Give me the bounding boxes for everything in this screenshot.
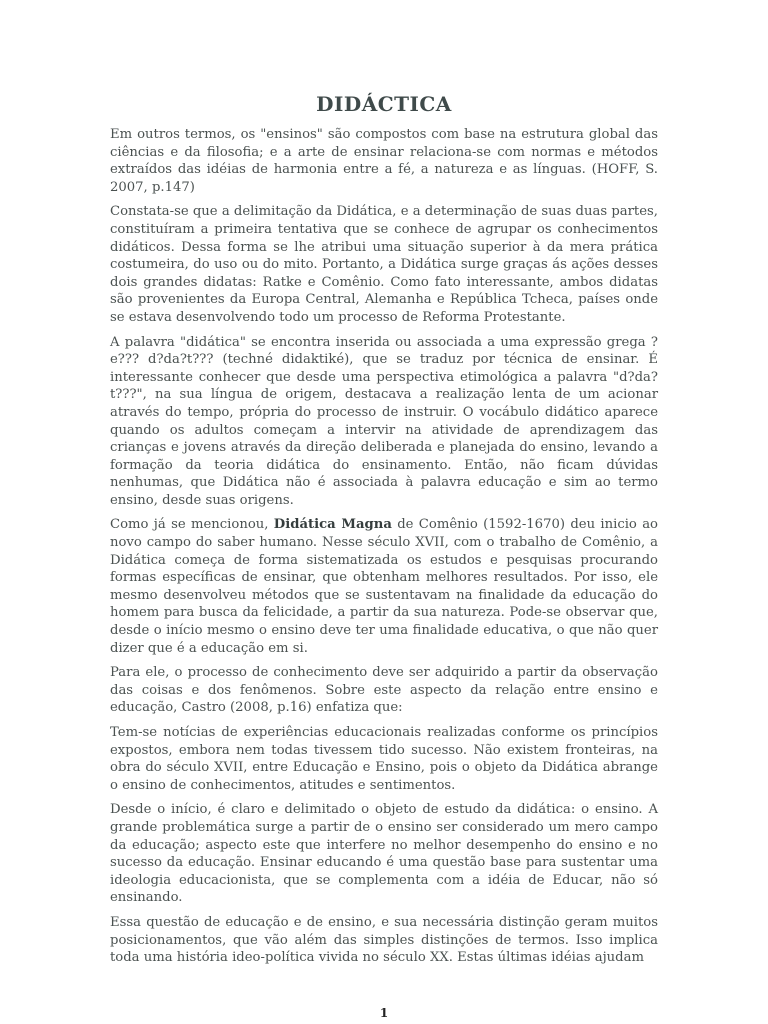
paragraph-4-start: Como já se mencionou, — [110, 517, 274, 533]
paragraph-3: A palavra "didática" se encontra inserida ou associada a uma expressão grega ?e??? d?da?t??? (techné didaktiké), que se traduz por técnica de ensinar. É interessante conhecer que desde uma perspectiva etimológica a palavra "d?da?t???", na sua língua de origem, destacava a realização lenta de um acionar através do tempo, própria do processo de instruir. O vocábulo didático aparece quando os adultos começam a intervir na atividade de aprendizagem das crianças e jovens através da direção deliberada e planejada do ensino, levando a formação da teoria didática do ensinamento. Então, não ficam dúvidas nenhumas, que Didática não é associada à palavra educação e sim ao termo ensino, desde suas origens. — [110, 334, 658, 508]
paragraph-8: Essa questão de educação e de ensino, e sua necessária distinção geram muitos posicionamentos, que vão além das simples distinções de termos. Isso implica toda uma história ideo-política vivida no século XX. Estas últimas idéias ajudam — [110, 914, 658, 966]
paragraph-7: Desde o início, é claro e delimitado o objeto de estudo da didática: o ensino. A grande problemática surge a partir de o ensino ser considerado um mero campo da educação; aspecto este que interfere no melhor desempenho do ensino e no sucesso da educação. Ensinar educando é uma questão base para sustentar uma ideologia educacionista, que se complementa com a idéia de Educar, não só ensinando. — [110, 802, 658, 906]
paragraph-1: Em outros termos, os "ensinos" são compostos com base na estrutura global das ciências e da filosofia; e a arte de ensinar relaciona-se com normas e métodos extraídos das idéias de harmonia entre a fé, a natureza e as línguas. (HOFF, S. 2007, p.147) — [110, 127, 658, 195]
quote-paragraph: Tem-se notícias de experiências educacionais realizadas conforme os princípios expostos, embora nem todas tivessem tido sucesso. Não existem fronteiras, na obra do século XVII, entre Educação e Ensino, pois o objeto da Didática abrange o ensino de conhecimentos, atitudes e sentimentos. — [110, 725, 658, 793]
paragraph-5: Para ele, o processo de conhecimento deve ser adquirido a partir da observação das coisas e dos fenômenos. Sobre este aspecto da relação entre ensino e educação, Castro (2008, p.16) enfatiza que: — [110, 665, 658, 716]
document-title: DIDÁCTICA — [316, 92, 452, 116]
book-title-emphasis: Didática Magna — [273, 517, 392, 533]
paragraph-2: Constata-se que a delimitação da Didática, e a determinação de suas duas partes, constituíram a primeira tentativa que se conhece de agrupar os conhecimentos didáticos. Dessa forma se lhe atribui uma situação superior à da mera prática costumeira, do uso ou do mito. Portanto, a Didática surge graças ás ações desses dois grandes didatas: Ratke e Comênio. Como fato interessante, ambos didatas são provenientes da Europa Central, Alemanha e República Tcheca, países onde se estava desenvolvendo todo um processo de Reforma Protestante. — [110, 204, 658, 325]
document-page — [110, 86, 658, 974]
page-number: 1 — [379, 1006, 389, 1020]
paragraph-4 — [110, 516, 658, 657]
paragraph-4-rest: de Comênio (1592-1670) deu inicio ao novo campo do saber humano. Nesse século XVII, com o trabalho de Comênio, a Didática começa de forma sistematizada os estudos e pesquisas procurando formas específicas de ensinar, que obtenham melhores resultados. Por isso, ele mesmo desenvolveu métodos que se sustentavam na finalidade da educação do homem para busca da felicidade, a partir da sua natureza. Pode-se observar que, desde o início mesmo o ensino deve ter uma finalidade educativa, o que não quer dizer que é a educação em si. — [110, 517, 658, 656]
